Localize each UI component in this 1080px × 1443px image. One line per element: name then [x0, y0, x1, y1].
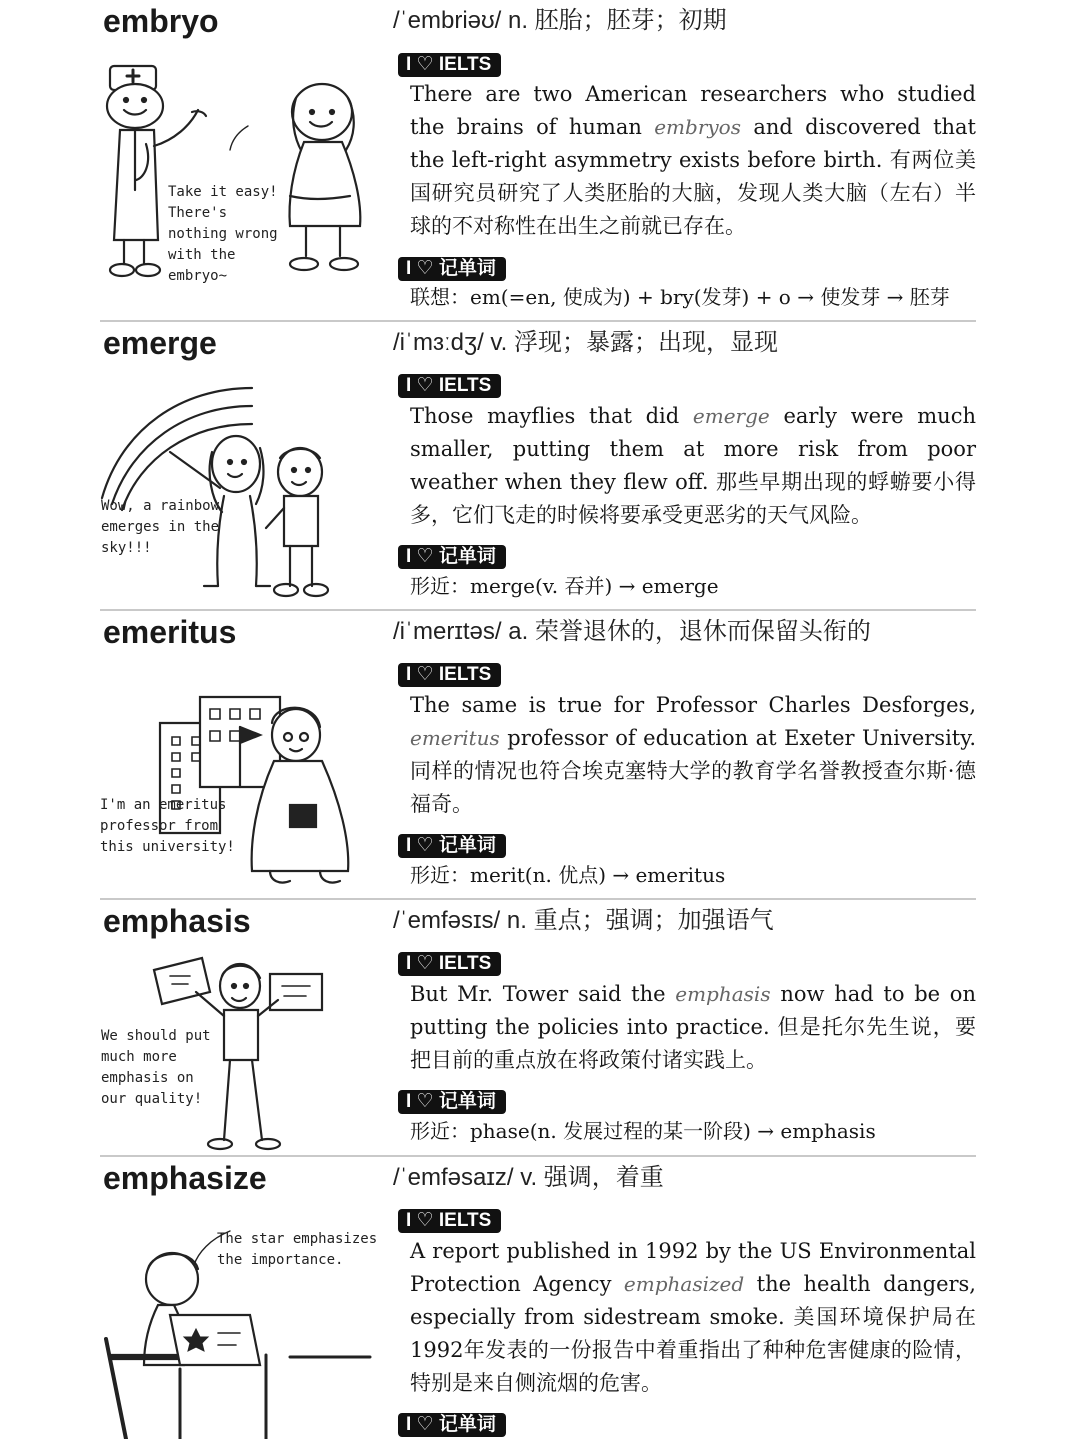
headword: embryo: [103, 3, 219, 39]
entry-divider: [100, 898, 976, 900]
illustration-caption: We should put much more emphasis on our quality!: [101, 1028, 211, 1107]
ielts-badge: [398, 53, 501, 77]
example-sentence: But Mr. Tower said the emphasis now had to be on putting the policies into practice. 但是托尔先生说，要把目前的重点放在将政策付诸实践上。: [410, 982, 976, 1072]
entry-divider: [100, 1155, 976, 1157]
memory-tip: 联想：em(=en, 使成为) + bry(发芽) + o → 使发芽 → 胚芽: [410, 285, 950, 309]
memory-tip: 形近：merit(n. 优点) → emeritus: [410, 863, 726, 887]
phonetic-definition: /ˈemfəsɪs/ n. 重点；强调；加强语气: [393, 907, 774, 934]
ielts-badge: I ♡ IELTS: [398, 374, 501, 398]
illustration-caption: Wow, a rainbow emerges in the sky!!!: [101, 498, 220, 556]
example-keyword: emeritus: [410, 726, 500, 750]
entry-divider: [100, 609, 976, 611]
entry-divider: [100, 320, 976, 322]
entry-emphasis: [0, 902, 1080, 1155]
example-keyword: emerge: [692, 404, 770, 428]
memory-badge: I ♡ 记单词: [398, 834, 506, 858]
example-sentence: The same is true for Professor Charles Desforges, emeritus professor of education at Exeter University. 同样的情况也符合埃克塞特大学的教育学名誉教授查尔斯·德福奇。: [410, 693, 976, 816]
memory-badge: I ♡ 记单词: [398, 1413, 506, 1437]
ielts-badge-label: I ♡ IELTS: [406, 54, 492, 75]
example-sentence: There are two American researchers who studied the brains of human embryos and discovered that the left-right asymmetry exists before birth. 有两位美国研究员研究了人类胚胎的大脑，发现人类大脑（左右）半球的不对称性在出生之前就已存在。: [410, 82, 976, 238]
phonetic-definition: /ˈemfəsaɪz/ v. 强调，着重: [393, 1164, 664, 1191]
memory-badge: I ♡ 记单词: [398, 257, 506, 281]
illustration-caption: Take it easy! There's nothing wrong with the embryo~: [168, 184, 278, 284]
ielts-badge: I ♡ IELTS: [398, 663, 501, 687]
phonetic-definition: /iˈmerɪtəs/ a. 荣誉退休的，退休而保留头衔的: [393, 618, 871, 645]
headword: emphasis: [103, 903, 251, 939]
headword: emerge: [103, 325, 217, 361]
memory-tip: 形近：phase(n. 发展过程的某一阶段) → emphasis: [410, 1119, 876, 1143]
entry-emphasize: [0, 1159, 1080, 1440]
headword: emeritus: [103, 614, 237, 650]
memory-badge: I ♡ 记单词: [398, 545, 506, 569]
ielts-badge: I ♡ IELTS: [398, 1209, 501, 1233]
example-sentence: A report published in 1992 by the US Environmental Protection Agency emphasized the health dangers, especially from sidestream smoke. 美国环境保护局在1992年发表的一份报告中着重指出了种种危害健康的险情，特别是来自侧流烟的危害。: [410, 1239, 976, 1395]
example-keyword: emphasized: [623, 1272, 745, 1296]
example-sentence: Those mayflies that did emerge early were much smaller, putting them at more risk from poor weather when they flew off. 那些早期出现的蜉蝣要小得多，它们飞走的时候将要承受更恶劣的天气风险。: [410, 404, 976, 527]
entry-emerge: [0, 324, 1080, 609]
entry-embryo: [0, 2, 1080, 320]
illustration-couple-rainbow: [100, 368, 380, 608]
memory-badge: I ♡ 记单词: [398, 1090, 506, 1114]
example-keyword: embryos: [654, 115, 741, 139]
illustration-professor-building: [100, 657, 380, 897]
entry-emeritus: [0, 613, 1080, 898]
headword: emphasize: [103, 1160, 267, 1196]
illustration-caption: The star emphasizes the importance.: [217, 1231, 378, 1268]
illustration-caption: I'm an emeritus professor from this university!: [100, 797, 235, 855]
example-keyword: emphasis: [675, 982, 771, 1006]
phonetic-definition: /ˈembriəʊ/ n. 胚胎；胚芽；初期: [393, 7, 727, 34]
ielts-badge: I ♡ IELTS: [398, 952, 501, 976]
memory-tip: 形近：merge(v. 吞并) → emerge: [410, 574, 719, 598]
phonetic-definition: /iˈmɜːdʒ/ v. 浮现；暴露；出现，显现: [393, 329, 778, 356]
